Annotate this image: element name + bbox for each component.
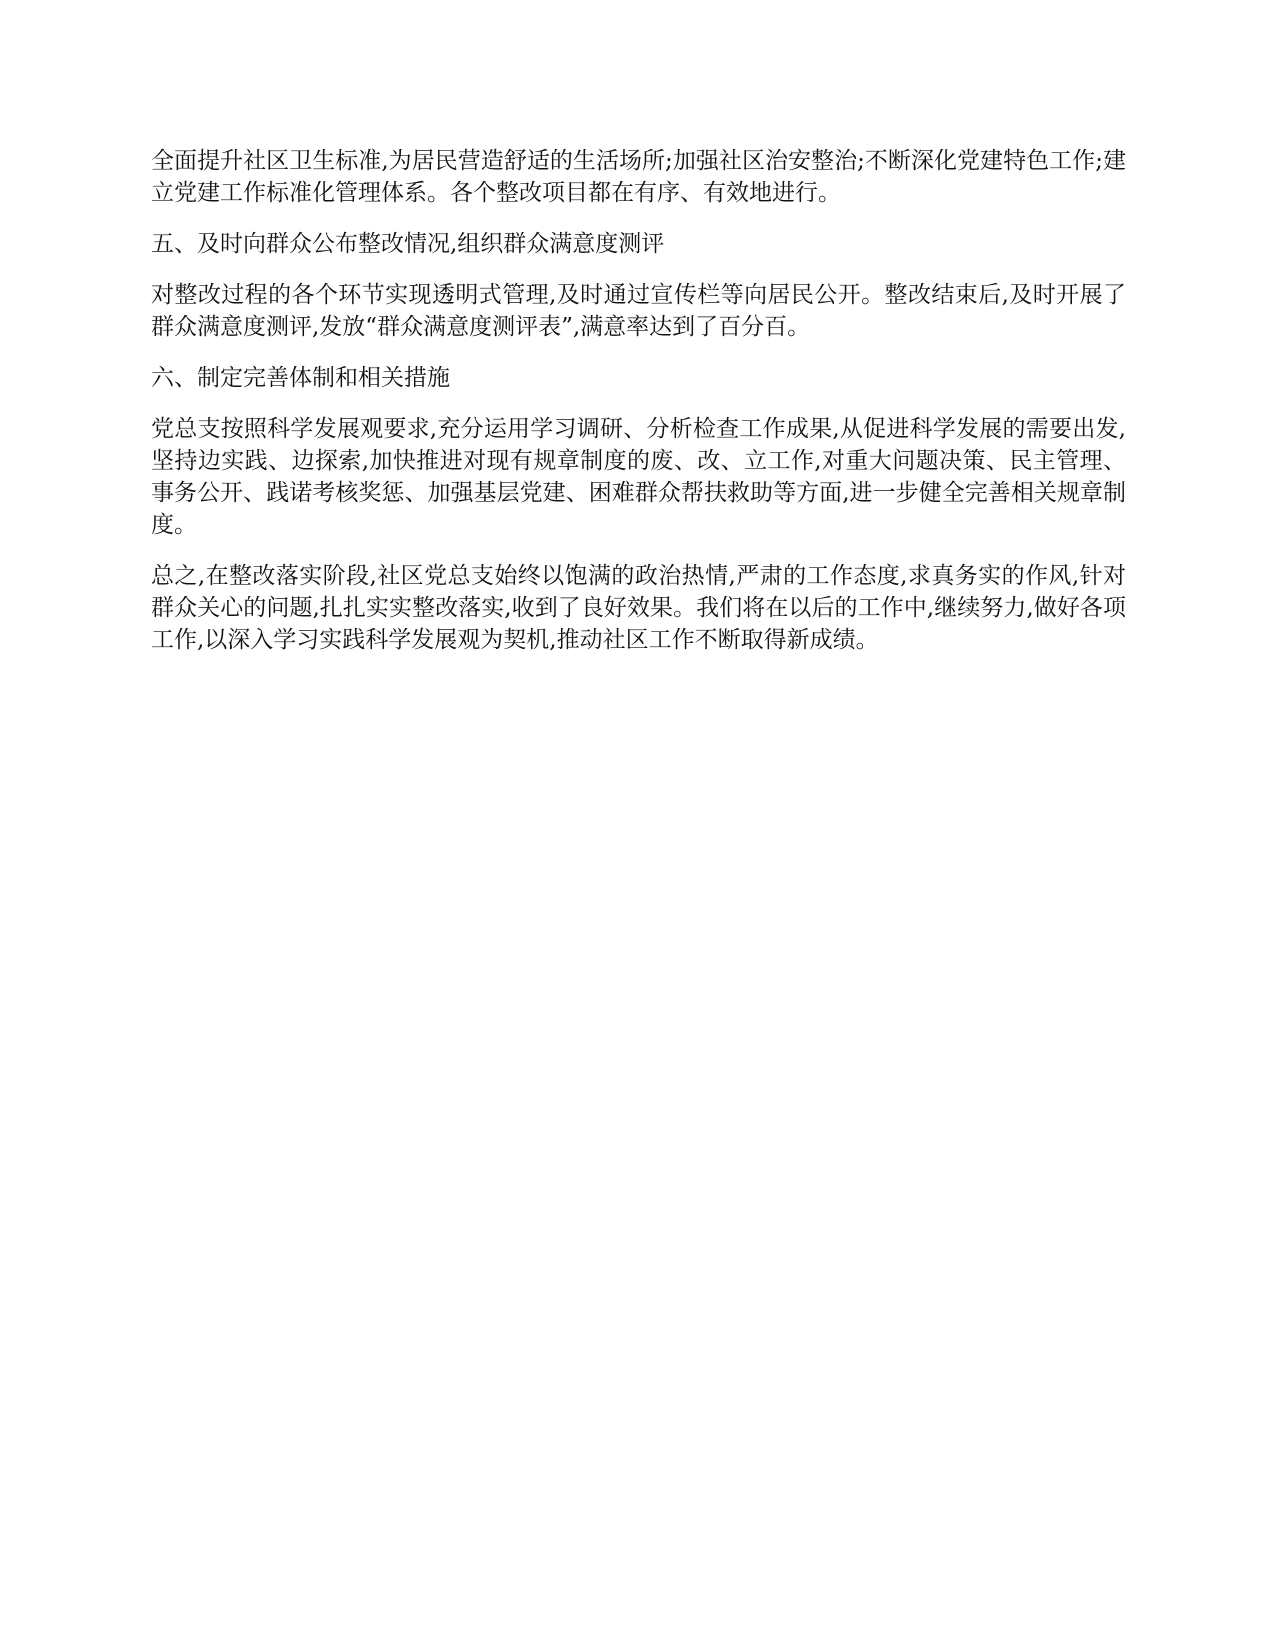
document-body [151,145,1126,675]
paragraph-regulations: 党总支按照科学发展观要求,充分运用学习调研、分析检查工作成果,从促进科学发展的需要出发,坚持边实践、边探索,加快推进对现有规章制度的废、改、立工作,对重大问题决策、民主管理、事务公开、践诺考核奖惩、加强基层党建、困难群众帮扶救助等方面,进一步健全完善相关规章制度。 [151,416,1126,538]
paragraph-transparency-survey: 对整改过程的各个环节实现透明式管理,及时通过宣传栏等向居民公开。整改结束后,及时开展了群众满意度测评,发放“群众满意度测评表”,满意率达到了百分百。 [151,282,1126,340]
section-heading-five: 五、及时向群众公布整改情况,组织群众满意度测评 [151,231,665,257]
paragraph-conclusion: 总之,在整改落实阶段,社区党总支始终以饱满的政治热情,严肃的工作态度,求真务实的作风,针对群众关心的问题,扎扎实实整改落实,收到了良好效果。我们将在以后的工作中,继续努力,做好各项工作,以深入学习实践科学发展观为契机,推动社区工作不断取得新成绩。 [151,563,1126,653]
paragraph-sanitation-security: 全面提升社区卫生标准,为居民营造舒适的生活场所;加强社区治安整治;不断深化党建特色工作;建立党建工作标准化管理体系。各个整改项目都在有序、有效地进行。 [151,148,1126,206]
section-heading-six: 六、制定完善体制和相关措施 [151,365,450,391]
